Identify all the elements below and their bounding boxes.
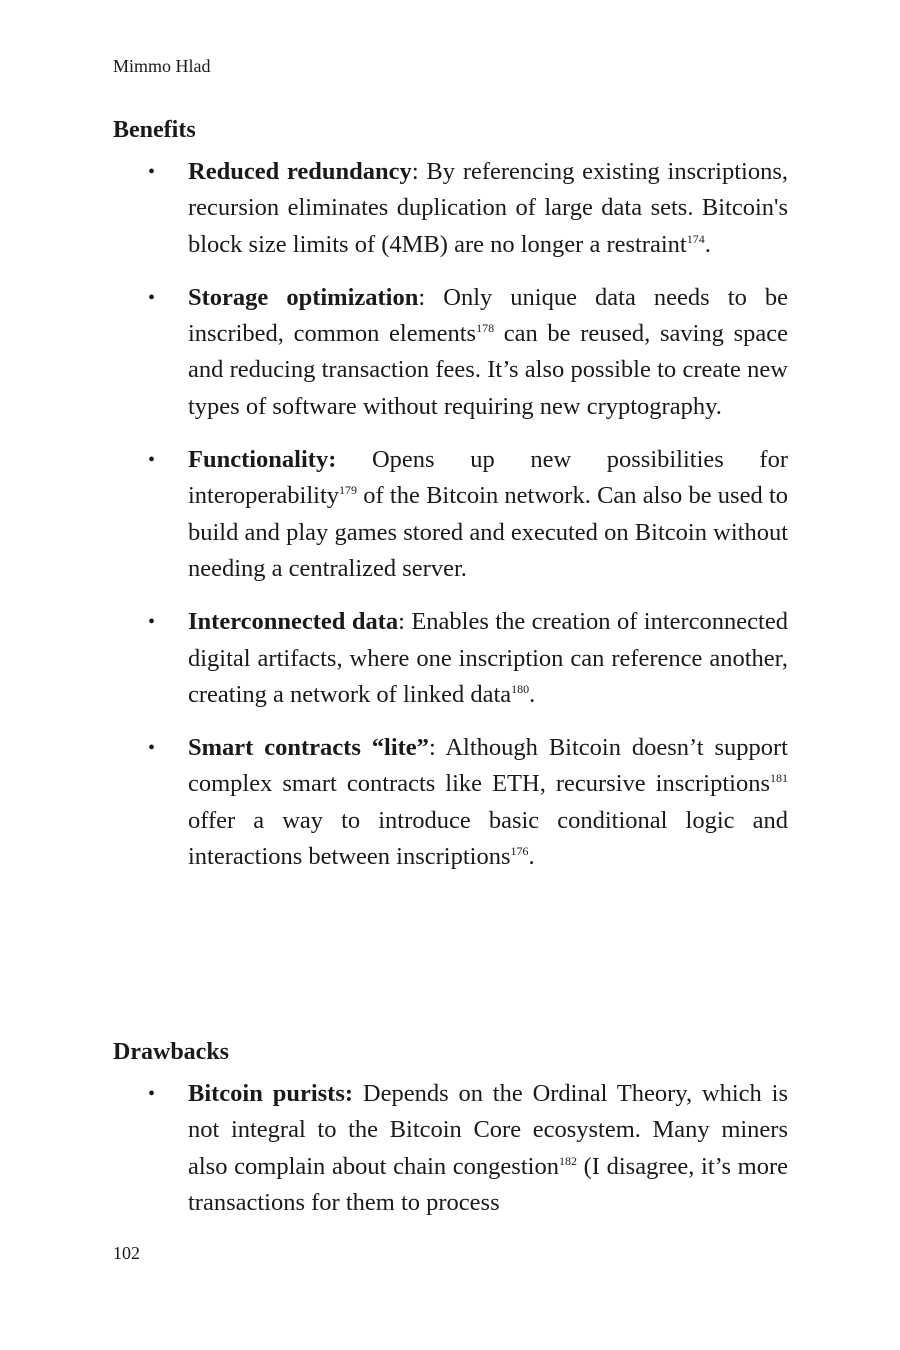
footnote-ref: 182 <box>558 1153 577 1168</box>
bullet-term: Smart contracts “lite” <box>188 734 429 762</box>
bullet-text: Depends on the Ordinal Theory, which is not integral to the Bitcoin Core ecosystem. Many miners also complain about chain congestion <box>188 1080 788 1180</box>
bullet-text: Only unique data needs to be inscribed, common elements <box>188 283 788 348</box>
section-heading-benefits: Benefits <box>113 117 196 143</box>
bullet-icon: • <box>148 611 156 634</box>
bullet-icon: • <box>148 449 156 472</box>
bullet-term: Bitcoin purists: <box>188 1080 354 1107</box>
benefits-list <box>113 154 788 875</box>
list-item <box>113 730 788 875</box>
benefits-section <box>113 116 788 892</box>
section-heading-drawbacks: Drawbacks <box>113 1039 230 1065</box>
bullet-icon: • <box>148 737 156 760</box>
footnote-ref: 180 <box>511 681 530 696</box>
bullet-term: Reduced redundancy <box>188 158 412 185</box>
bullet-term: Functionality: <box>188 446 337 474</box>
bullet-separator: : <box>398 608 405 636</box>
bullet-text-end: of the Bitcoin network. Can also be used to build and play games stored and executed on Bitcoin without needing a centralized server. <box>188 482 788 582</box>
list-item <box>113 442 788 587</box>
list-item <box>113 154 788 263</box>
bullet-text-end: . <box>528 843 535 871</box>
bullet-text: Opens up new possibilities for interoperability <box>188 446 788 510</box>
running-header: Mimmo Hlad <box>113 56 211 76</box>
footnote-ref: 176 <box>510 844 529 859</box>
bullet-separator: : <box>411 158 419 185</box>
drawbacks-list <box>113 1076 788 1221</box>
bullet-icon: • <box>148 286 156 309</box>
list-item <box>113 1076 788 1221</box>
bullet-icon: • <box>148 161 156 183</box>
footnote-ref: 181 <box>770 771 788 786</box>
list-item <box>113 604 788 713</box>
bullet-icon: • <box>148 1083 156 1105</box>
bullet-text: Although Bitcoin doesn’t support complex smart contracts like ETH, recursive inscriptions <box>188 734 788 798</box>
bullet-text-end: . <box>529 680 536 708</box>
bullet-text-mid: offer a way to introduce basic conditional logic and interactions between inscriptions <box>188 806 788 871</box>
bullet-text: By referencing existing inscriptions, recursion eliminates duplication of large data sets. Bitcoin's block size limits of (4MB) are no longer a restraint <box>188 158 788 258</box>
bullet-text-end: (I disagree, it’s more transactions for them to process <box>188 1152 788 1216</box>
page-number: 102 <box>113 1243 140 1263</box>
bullet-text: Enables the creation of interconnected digital artifacts, where one inscription can reference another, creating a network of linked data <box>188 608 788 708</box>
bullet-term: Storage optimization <box>188 283 419 311</box>
footnote-ref: 174 <box>686 231 705 246</box>
footnote-ref: 178 <box>476 321 495 336</box>
drawbacks-section <box>113 1038 788 1238</box>
list-item <box>113 280 788 425</box>
bullet-separator: : <box>428 734 436 762</box>
bullet-text-end: can be reused, saving space and reducing transaction fees. It’s also possible to create new types of software without requiring new cryptography. <box>188 320 789 420</box>
bullet-separator: : <box>418 283 426 311</box>
bullet-text-end: . <box>704 230 711 258</box>
footnote-ref: 179 <box>339 483 358 498</box>
bullet-term: Interconnected data <box>188 608 399 636</box>
